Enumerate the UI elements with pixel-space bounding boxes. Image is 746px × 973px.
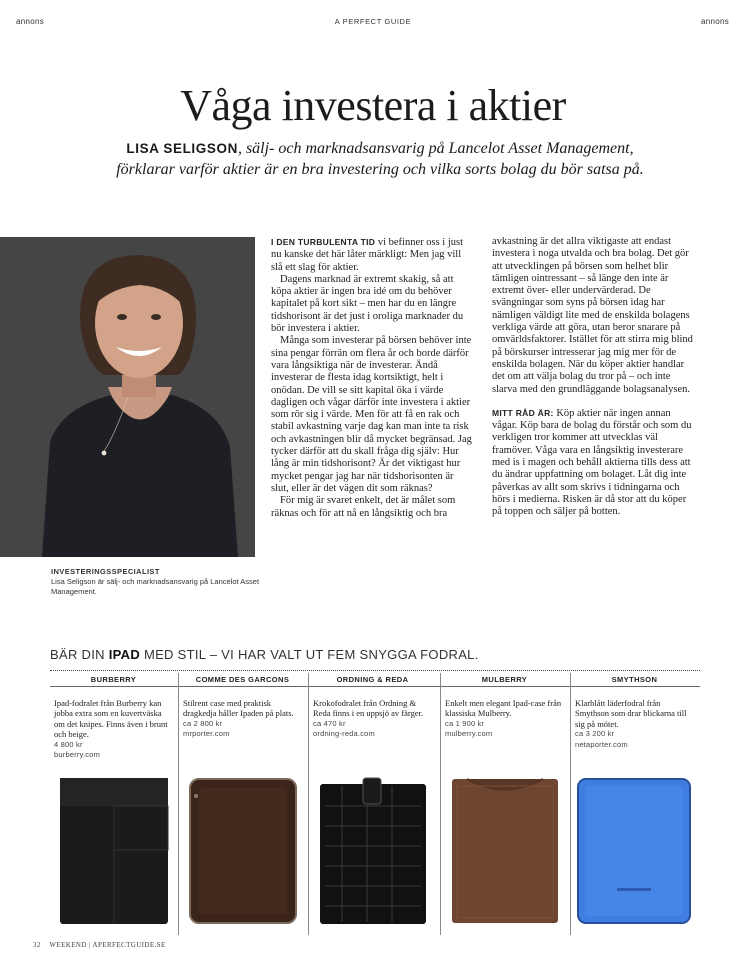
- product-grid: [50, 673, 700, 935]
- author-name: LISA SELIGSON: [126, 141, 238, 156]
- product-price: ca 1 900 kr: [445, 718, 485, 728]
- product-website: netaporter.com: [575, 739, 628, 749]
- mulberry-case-image: [449, 776, 561, 926]
- ordning-reda-case-image: [317, 776, 429, 926]
- lead-in: I DEN TURBULENTA TID: [271, 237, 376, 247]
- deck-line-1: , sälj- och marknadsansvarig på Lancelot Asset Management,: [237, 140, 634, 157]
- product-brand: SMYTHSON: [611, 675, 658, 684]
- product-description: Enkelt men elegant Ipad-case från klassiska Mulberry.: [445, 698, 562, 719]
- product-ordning-reda: [308, 673, 436, 935]
- product-price: ca 3 200 kr: [575, 729, 615, 739]
- article-title: Våga investera i aktier: [180, 81, 566, 130]
- header-section-title: A PERFECT GUIDE: [334, 17, 412, 26]
- footer-text: WEEKEND | APERFECTGUIDE.SE: [49, 941, 166, 949]
- product-brand: COMME DES GARCONS: [195, 675, 290, 684]
- header-annons-right: annons: [700, 17, 729, 26]
- article-column-2: [492, 236, 694, 519]
- product-burberry: [50, 673, 177, 935]
- product-price: ca 2 800 kr: [183, 718, 223, 728]
- product-description: Ipad-fodralet från Burberry kan jobba extra som en kuvertväska om det knipes. Finns även i brunt och beige.: [54, 698, 168, 740]
- paragraph: avkastning är det allra viktigaste att endast investera i noga utvalda och bra bolag. Det gör att utvecklingen på börsen som helhet blir tämligen ointressant – så länge den inte är extremt över- eller undervärderad. De svängningar som syns på börsen idag har nämligen väldigt lite med de enskilda bolagens verkliga värde att göra, utan beror snarare på omvärldsfaktorer. Istället för att stirra mig blind på börskurser intresserar jag mig mer för de enskilda bolagen. När du köper aktier handlar det om att välja bolag du tror på – och inte slarva med den grundläggande bolagsanalysen.: [492, 236, 693, 395]
- comme-des-garcons-case-image: [187, 776, 299, 926]
- smythson-case-image: [575, 776, 693, 926]
- product-comme-des-garcons: [178, 673, 306, 935]
- product-price: 4 800 kr: [54, 739, 83, 749]
- lead-in: MITT RÅD ÄR:: [492, 407, 554, 418]
- product-website: mrporter.com: [183, 729, 230, 739]
- paragraph: [271, 236, 473, 274]
- paragraph: Många som investerar på börsen behöver inte sina pengar förrän om flera år och borde därför vara långsiktiga när de investerar. Ändå investerar de flesta idag kortsiktigt, helt i onödan. De vill se sitt kapital öka i värde dagligen och vågar därför inte investera i aktier som rör sig i värde. Men för att få en rak och stabil avkastning varje dag kan man inte ta risk och avkastningen blir då mycket begränsad. Jag tycker därför att du skall fråga dig själv: Hur lång är min tidshorisont? Är det viktigast hur mycket pengar jag har när tidshorisonten är slut, eller är det vägen dit som räknas?: [271, 335, 472, 494]
- paragraph-text: Köp aktier när ingen annan vågar. Köp bara de bolag du förstår och som du verkligen tror kommer att utvecklas väl framöver. Våga vara en långsiktig investerare med is i magen och behåll aktierna tills dess att du ändrar uppfattning om bolaget. Låt dig inte påverkas av allt som skrivs i tidningarna och hörs i medierna. Risken är då stor att du köper på toppen och säljer på botten.: [492, 407, 692, 518]
- dotted-divider: [50, 670, 700, 671]
- ipad-section-heading: [50, 647, 479, 662]
- paragraph-text: vi befinner oss i just nu kanske det här låter märkligt: Men jag vill slå ett slag för aktier.: [271, 237, 464, 273]
- product-price: ca 470 kr: [313, 718, 346, 728]
- product-brand: BURBERRY: [90, 675, 137, 684]
- product-website: mulberry.com: [445, 729, 493, 739]
- caption-title: INVESTERINGSSPECIALIST: [51, 567, 160, 576]
- deck-line-2: förklarar varför aktier är en bra investering och vilka sorts bolag du bör satsa på.: [116, 161, 644, 178]
- heading-pre: BÄR DIN: [50, 647, 109, 662]
- portrait-illustration: [0, 237, 255, 557]
- heading-bold: IPAD: [108, 647, 141, 662]
- page-number: 32: [33, 941, 41, 949]
- photo-caption: [51, 567, 271, 597]
- product-description: Krokofodralet från Ordning & Reda finns i en uppsjö av färger.: [313, 698, 424, 719]
- caption-text: Lisa Seligson är sälj- och marknadsansvarig på Lancelot Asset Management.: [51, 577, 260, 596]
- burberry-case-image: [58, 776, 170, 926]
- product-description: Stilrent case med praktisk dragkedja håller Ipaden på plats.: [183, 698, 294, 719]
- product-brand: ORDNING & REDA: [336, 675, 409, 684]
- product-brand: MULBERRY: [481, 675, 528, 684]
- article-deck: [100, 138, 660, 180]
- header-annons-left: annons: [16, 17, 45, 26]
- product-smythson: [570, 673, 698, 935]
- product-mulberry: [440, 673, 568, 935]
- portrait-photo: [0, 237, 255, 557]
- product-website: burberry.com: [54, 750, 101, 760]
- paragraph: Dagens marknad är extremt skakig, så att köpa aktier är ingen bra idé om du behöver kapitalet på kort sikt – men har du en längre tidshorisont är det just i oroliga marknader du bör investera i aktier.: [271, 273, 464, 335]
- paragraph: [492, 407, 694, 519]
- paragraph: För mig är svaret enkelt, det är målet som räknas och för att nå en långsiktig och bra: [271, 495, 456, 519]
- page-footer: [33, 941, 166, 949]
- product-description: Klarblått läderfodral från Smythson som drar blickarna till sig på mötet.: [575, 698, 687, 729]
- article-column-1: [271, 236, 473, 520]
- product-website: ordning-reda.com: [313, 729, 375, 739]
- heading-post: MED STIL – VI HAR VALT UT FEM SNYGGA FODRAL.: [140, 647, 479, 662]
